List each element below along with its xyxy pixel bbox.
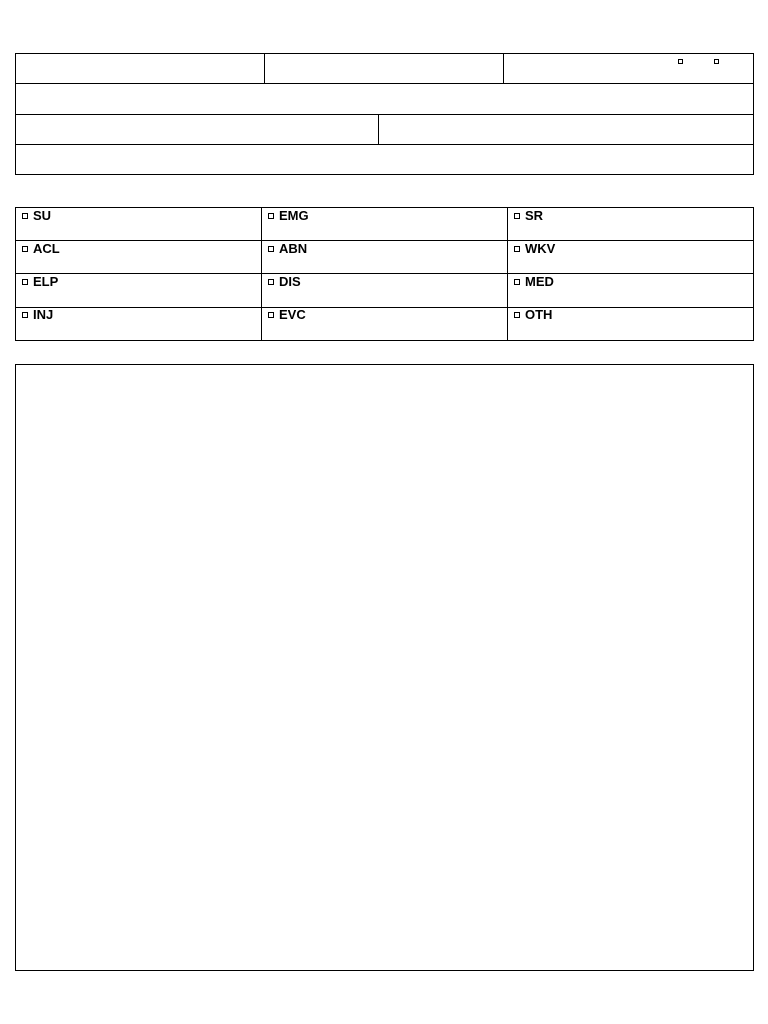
incident-option-oth[interactable]: [514, 307, 552, 323]
incident-option-su[interactable]: [22, 208, 51, 224]
incident-option-elp[interactable]: [22, 274, 58, 290]
header-field-2[interactable]: [265, 54, 503, 83]
checkbox-icon[interactable]: [514, 312, 520, 318]
checkbox-icon[interactable]: [514, 246, 520, 252]
grid-row-divider-3: [15, 307, 754, 308]
checkbox-icon[interactable]: [514, 213, 520, 219]
incident-option-label: SR: [525, 208, 544, 223]
incident-option-acl[interactable]: [22, 241, 60, 257]
incident-option-inj[interactable]: [22, 307, 53, 323]
checkbox-icon[interactable]: [22, 213, 28, 219]
incident-option-abn[interactable]: [268, 241, 307, 257]
incident-option-evc[interactable]: [268, 307, 306, 323]
incident-option-label: WKV: [525, 241, 556, 256]
header-checkbox-1[interactable]: [678, 59, 683, 64]
header-field-row3-right[interactable]: [379, 115, 753, 144]
narrative-text-area[interactable]: [15, 364, 754, 971]
incident-option-wkv[interactable]: [514, 241, 555, 257]
incident-type-grid: [15, 207, 754, 341]
incident-option-label: ELP: [33, 274, 59, 289]
grid-col-divider-2: [507, 207, 508, 341]
incident-option-label: INJ: [33, 307, 54, 322]
incident-option-sr[interactable]: [514, 208, 543, 224]
incident-option-emg[interactable]: [268, 208, 309, 224]
checkbox-icon[interactable]: [268, 312, 274, 318]
incident-option-dis[interactable]: [268, 274, 301, 290]
grid-col-divider-1: [261, 207, 262, 341]
incident-option-label: OTH: [525, 307, 553, 322]
incident-option-label: EVC: [279, 307, 306, 322]
incident-option-label: EMG: [279, 208, 309, 223]
incident-option-med[interactable]: [514, 274, 554, 290]
checkbox-icon[interactable]: [22, 312, 28, 318]
grid-row-divider-2: [15, 273, 754, 274]
incident-option-label: SU: [33, 208, 52, 223]
incident-option-label: ACL: [33, 241, 60, 256]
header-field-row2[interactable]: [16, 84, 753, 114]
incident-option-label: ABN: [279, 241, 308, 256]
checkbox-icon[interactable]: [22, 246, 28, 252]
checkbox-icon[interactable]: [22, 279, 28, 285]
header-field-row4[interactable]: [16, 145, 753, 174]
checkbox-icon[interactable]: [268, 246, 274, 252]
header-field-1[interactable]: [16, 54, 264, 83]
incident-option-label: MED: [525, 274, 554, 289]
grid-row-divider-1: [15, 240, 754, 241]
checkbox-icon[interactable]: [268, 213, 274, 219]
checkbox-icon[interactable]: [268, 279, 274, 285]
checkbox-icon[interactable]: [514, 279, 520, 285]
header-field-row3-left[interactable]: [16, 115, 378, 144]
header-checkbox-2[interactable]: [714, 59, 719, 64]
incident-option-label: DIS: [279, 274, 301, 289]
